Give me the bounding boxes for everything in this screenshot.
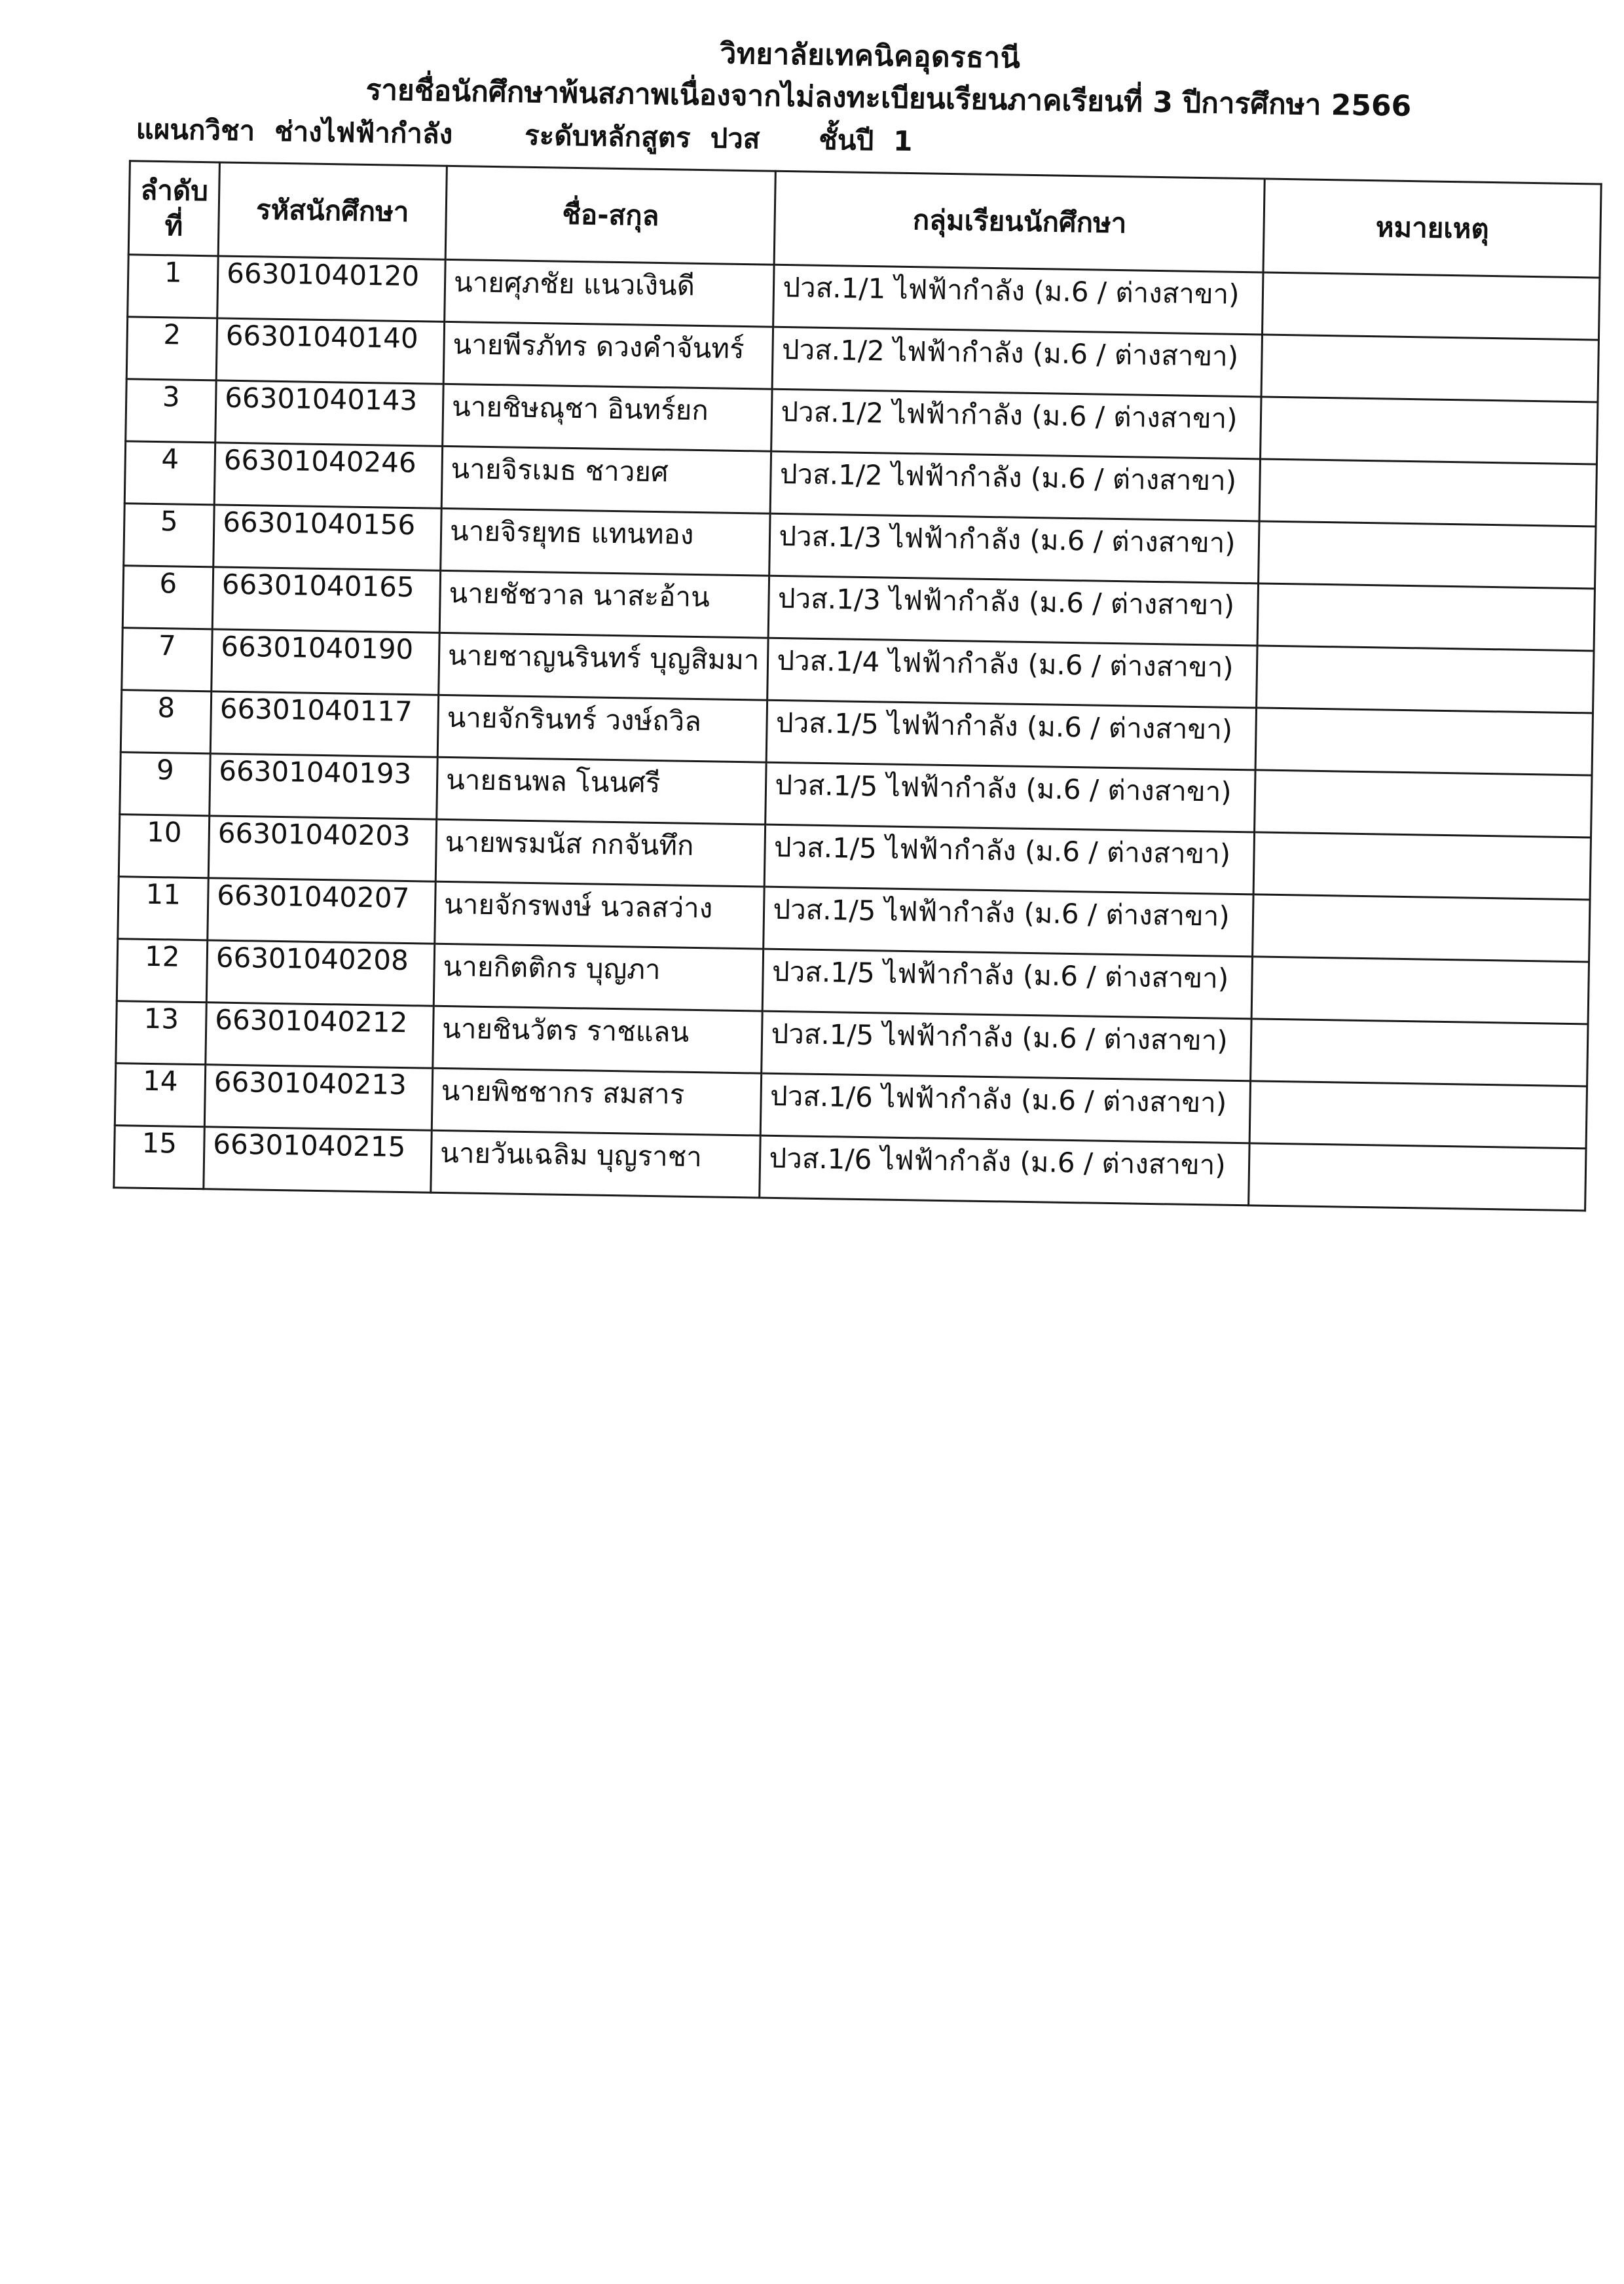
student-group-cell: ปวส.1/2 ไฟฟ้ากำลัง (ม.6 / ต่างสาขา) xyxy=(771,389,1261,459)
row-number: 13 xyxy=(116,1001,206,1065)
student-name-cell: นายพีรภัทร ดวงคำจันทร์ xyxy=(443,322,773,389)
student-group-cell: ปวส.1/5 ไฟฟ้ากำลัง (ม.6 / ต่างสาขา) xyxy=(764,887,1253,957)
note-cell xyxy=(1259,521,1596,589)
student-id-cell: 66301040215 xyxy=(204,1127,432,1192)
student-group-cell: ปวส.1/4 ไฟฟ้ากำลัง (ม.6 / ต่างสาขา) xyxy=(767,638,1257,708)
document-subtitle: รายชื่อนักศึกษาพ้นสภาพเนื่องจากไม่ลงทะเบียนเรียนภาคเรียนที่ 3 ปีการศึกษา 2566 xyxy=(365,73,1412,124)
student-group-cell: ปวส.1/1 ไฟฟ้ากำลัง (ม.6 / ต่างสาขา) xyxy=(773,265,1263,335)
student-id-cell: 66301040212 xyxy=(206,1003,434,1068)
student-group-cell: ปวส.1/6 ไฟฟ้ากำลัง (ม.6 / ต่างสาขา) xyxy=(761,1073,1251,1143)
student-name-cell: นายชาญนรินทร์ บุญสิมมา xyxy=(439,633,769,700)
column-header-no xyxy=(128,161,219,256)
row-number: 3 xyxy=(126,379,216,443)
row-number: 14 xyxy=(115,1063,205,1127)
column-header-name: ชื่อ-สกุล xyxy=(445,166,776,265)
row-number: 5 xyxy=(124,504,214,567)
student-name-cell: นายจักรพงษ์ นวลสว่าง xyxy=(435,881,765,949)
student-name-cell: นายจิรยุทธ แทนทอง xyxy=(441,508,771,576)
row-number: 1 xyxy=(128,255,218,318)
department-value: ช่างไฟฟ้ากำลัง xyxy=(274,115,453,151)
student-id-cell: 66301040207 xyxy=(208,878,435,944)
row-number: 4 xyxy=(124,441,215,505)
row-number: 11 xyxy=(118,877,208,940)
student-name-cell: นายวันเฉลิม บุญราชา xyxy=(431,1130,761,1198)
student-name-cell: นายจิรเมธ ชาวยศ xyxy=(441,446,771,513)
year-value: 1 xyxy=(893,124,913,158)
student-name-cell: นายชินวัตร ราชแลน xyxy=(433,1006,763,1073)
row-number: 6 xyxy=(122,566,213,629)
note-cell xyxy=(1253,894,1590,962)
student-name-cell: นายศุภชัย แนวเงินดี xyxy=(445,259,775,327)
student-name-cell: นายชิษณุชา อินทร์ยก xyxy=(443,384,773,451)
note-cell xyxy=(1250,1081,1587,1149)
column-header-note: หมายเหตุ xyxy=(1263,179,1601,278)
student-id-cell: 66301040140 xyxy=(216,318,444,384)
year-label: ชั้นปี xyxy=(819,123,874,157)
column-header-student-id: รหัสนักศึกษา xyxy=(218,162,447,259)
note-cell xyxy=(1249,1143,1586,1211)
note-cell xyxy=(1251,1019,1588,1086)
student-group-cell: ปวส.1/5 ไฟฟ้ากำลัง (ม.6 / ต่างสาขา) xyxy=(766,762,1255,832)
student-id-cell: 66301040117 xyxy=(210,691,438,757)
column-header-group: กลุ่มเรียนนักศึกษา xyxy=(774,171,1264,272)
student-group-cell: ปวส.1/5 ไฟฟ้ากำลัง (ม.6 / ต่างสาขา) xyxy=(767,700,1257,770)
row-number: 7 xyxy=(122,628,212,691)
student-id-cell: 66301040203 xyxy=(208,816,436,881)
student-group-cell: ปวส.1/3 ไฟฟ้ากำลัง (ม.6 / ต่างสาขา) xyxy=(769,576,1259,646)
student-id-cell: 66301040165 xyxy=(212,567,440,633)
note-cell xyxy=(1257,583,1595,651)
row-number: 9 xyxy=(120,752,210,816)
student-id-cell: 66301040193 xyxy=(210,754,437,819)
student-name-cell: นายพรมนัส กกจันทึก xyxy=(435,819,766,887)
level-label: ระดับหลักสูตร xyxy=(524,119,691,154)
row-number: 2 xyxy=(126,317,217,380)
department-label: แผนกวิชา xyxy=(136,113,255,147)
student-group-cell: ปวส.1/5 ไฟฟ้ากำลัง (ม.6 / ต่างสาขา) xyxy=(763,949,1253,1019)
note-cell xyxy=(1261,335,1598,402)
student-id-cell: 66301040190 xyxy=(212,629,439,695)
student-id-cell: 66301040246 xyxy=(214,443,442,508)
note-cell xyxy=(1255,770,1592,838)
note-cell xyxy=(1253,832,1591,900)
note-cell xyxy=(1263,272,1600,340)
table-body xyxy=(114,255,1600,1211)
student-group-cell: ปวส.1/3 ไฟฟ้ากำลัง (ม.6 / ต่างสาขา) xyxy=(769,513,1259,583)
note-cell xyxy=(1251,957,1589,1024)
student-name-cell: นายพิชชากร สมสาร xyxy=(432,1068,762,1135)
college-name: วิทยาลัยเทคนิคอุดรธานี xyxy=(720,37,1021,75)
student-id-cell: 66301040208 xyxy=(206,940,434,1006)
note-cell xyxy=(1261,397,1598,464)
row-number: 15 xyxy=(114,1126,204,1189)
row-number: 8 xyxy=(120,690,211,754)
row-number: 12 xyxy=(117,939,207,1003)
student-group-cell: ปวส.1/2 ไฟฟ้ากำลัง (ม.6 / ต่างสาขา) xyxy=(773,327,1263,397)
level-value: ปวส xyxy=(710,122,760,155)
student-table xyxy=(113,160,1602,1211)
note-cell xyxy=(1259,459,1596,526)
note-cell xyxy=(1255,708,1593,775)
student-name-cell: นายกิตติกร บุญภา xyxy=(434,944,764,1011)
note-cell xyxy=(1257,646,1594,713)
student-id-cell: 66301040213 xyxy=(204,1065,432,1130)
column-header-no-line1: ลำดับ xyxy=(140,174,209,208)
student-id-cell: 66301040156 xyxy=(213,505,441,570)
student-group-cell: ปวส.1/5 ไฟฟ้ากำลัง (ม.6 / ต่างสาขา) xyxy=(762,1011,1251,1081)
student-group-cell: ปวส.1/5 ไฟฟ้ากำลัง (ม.6 / ต่างสาขา) xyxy=(765,824,1255,894)
student-name-cell: นายชัชวาล นาสะอ้าน xyxy=(439,570,769,638)
student-id-cell: 66301040120 xyxy=(217,256,445,322)
student-name-cell: นายจักรินทร์ วงษ์ถวิล xyxy=(437,695,767,762)
student-group-cell: ปวส.1/6 ไฟฟ้ากำลัง (ม.6 / ต่างสาขา) xyxy=(760,1135,1249,1206)
student-id-cell: 66301040143 xyxy=(215,380,443,446)
student-group-cell: ปวส.1/2 ไฟฟ้ากำลัง (ม.6 / ต่างสาขา) xyxy=(771,451,1261,521)
student-name-cell: นายธนพล โนนศรี xyxy=(437,757,767,824)
column-header-no-line2: ที่ xyxy=(164,210,183,242)
row-number: 10 xyxy=(119,815,209,878)
